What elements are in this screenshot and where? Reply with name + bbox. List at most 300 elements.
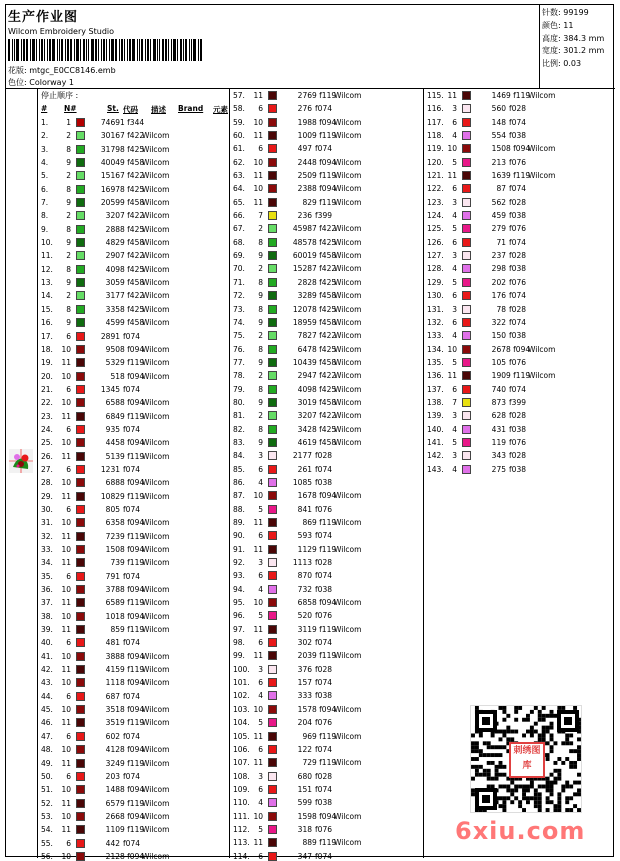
barcode-bar [124, 39, 125, 61]
qr-module [550, 800, 554, 804]
row-index: 6. [41, 184, 49, 194]
row-stitches: 111 [105, 678, 120, 688]
row-stitches: 85 [110, 625, 120, 635]
row-code: 7 f422 [312, 411, 337, 421]
row-index: 91. [233, 544, 245, 554]
table-row [38, 517, 229, 530]
row-stitches: 324 [105, 758, 120, 768]
row-stitches: 100 [297, 131, 312, 141]
qr-module [506, 714, 510, 718]
row-needle: 11 [447, 91, 457, 100]
row-index: 22. [41, 398, 53, 408]
row-code: f074 [123, 731, 140, 741]
color-swatch-icon [462, 371, 471, 380]
row-stitches: 497 [297, 144, 312, 154]
qr-module [479, 765, 483, 769]
row-stitches: 163 [491, 171, 506, 181]
qr-module [546, 730, 550, 734]
qr-module [577, 737, 581, 741]
row-code: 8 f094 [120, 398, 145, 408]
qr-module [518, 706, 522, 710]
row-brand: Wilcom [142, 545, 170, 554]
row-stitches: 732 [297, 584, 312, 594]
row-stitches: 7469 [100, 118, 120, 127]
color-swatch-icon [462, 158, 471, 167]
row-stitches: 51 [110, 371, 120, 381]
row-index: 18. [41, 344, 53, 354]
row-stitches: 870 [297, 571, 312, 581]
row-brand: Wilcom [142, 811, 170, 821]
row-code: 8 f425 [312, 277, 337, 287]
qr-module [506, 785, 510, 789]
row-code: f076 [509, 157, 526, 167]
row-stitches: 112 [297, 544, 312, 554]
row-stitches: 150 [491, 331, 506, 341]
table-row [230, 170, 423, 183]
table-row [38, 424, 229, 437]
barcode-bar [74, 39, 75, 61]
table-row [230, 811, 423, 824]
row-code: 9 f119 [312, 91, 337, 100]
row-brand: Wilcom [528, 344, 556, 354]
row-code: 7 f422 [312, 331, 337, 341]
row-brand: Wilcom [334, 624, 362, 634]
row-stitches: 442 [105, 838, 120, 848]
color-swatch-icon [76, 438, 85, 447]
qr-module [471, 745, 475, 749]
table-row [424, 223, 615, 236]
row-code: 8 f094 [120, 678, 145, 688]
row-code: 8 f094 [120, 585, 145, 595]
qr-module [471, 765, 475, 769]
table-row [424, 370, 615, 383]
color-swatch-icon [76, 385, 85, 394]
row-brand: Wilcom [142, 171, 170, 181]
row-stitches: 150 [105, 545, 120, 554]
qr-module [546, 796, 550, 800]
row-index: 106. [233, 744, 250, 754]
color-swatch-icon [76, 585, 85, 594]
row-code: f076 [509, 277, 526, 287]
qr-module [522, 792, 526, 796]
color-swatch-icon [76, 705, 85, 714]
qr-module [510, 781, 514, 785]
row-stitches: 2177 [292, 451, 312, 461]
table-row [424, 304, 615, 317]
row-index: 71. [233, 277, 245, 287]
qr-module [534, 792, 538, 796]
row-brand: Wilcom [334, 331, 362, 341]
table-row [38, 250, 229, 263]
table-row [230, 370, 423, 383]
color-swatch-icon [76, 812, 85, 821]
table-row [424, 103, 615, 116]
barcode-bar [80, 39, 81, 61]
row-needle: 6 [452, 117, 457, 127]
qr-module [534, 706, 538, 710]
row-index: 59. [233, 117, 245, 127]
row-code: 9 f458 [312, 317, 337, 327]
row-code: 7 f422 [312, 371, 337, 381]
row-stitches: 261 [297, 464, 312, 474]
table-row [38, 224, 229, 237]
row-stitches: 2059 [100, 198, 120, 208]
row-index: 92. [233, 558, 245, 568]
row-stitches: 4857 [292, 237, 312, 247]
color-swatch-icon [268, 345, 277, 354]
qr-module [487, 753, 491, 757]
barcode-bar [67, 39, 69, 61]
qr-module [514, 730, 518, 734]
row-needle: 5 [452, 277, 457, 287]
row-index: 132. [427, 317, 444, 327]
row-index: 125. [427, 224, 444, 234]
table-row [424, 290, 615, 303]
qr-module [483, 753, 487, 757]
table-row [230, 357, 423, 370]
table-row [230, 517, 423, 530]
color-swatch-icon [76, 251, 85, 260]
qr-logo-badge: 刺绣图库 [509, 742, 545, 778]
row-stitches: 322 [491, 317, 506, 327]
barcode-bar [70, 39, 72, 61]
table-row [230, 824, 423, 837]
table-row [38, 411, 229, 424]
header-needle: N# [64, 104, 77, 113]
row-stitches: 1516 [100, 171, 120, 181]
color-swatch-icon [76, 545, 85, 554]
row-index: 35. [41, 571, 53, 581]
table-row [230, 717, 423, 730]
row-code: f028 [509, 104, 526, 114]
color-swatch-icon [76, 839, 85, 848]
row-needle: 11 [61, 798, 71, 808]
row-brand: Wilcom [334, 117, 362, 127]
barcode-bar [76, 39, 79, 61]
barcode-bar [193, 39, 196, 61]
row-index: 7. [41, 198, 49, 208]
row-stitches: 101 [105, 611, 120, 621]
row-brand: Wilcom [142, 291, 170, 301]
row-stitches: 1231 [100, 464, 120, 474]
row-stitches: 562 [491, 197, 506, 207]
row-index: 137. [427, 384, 444, 394]
row-stitches: 351 [105, 718, 120, 728]
row-index: 98. [233, 638, 245, 648]
row-needle: 4 [452, 464, 457, 474]
color-swatch-icon [76, 291, 85, 300]
table-row [38, 731, 229, 744]
row-needle: 10 [61, 371, 71, 381]
row-stitches: 105 [491, 357, 506, 367]
qr-module [538, 785, 542, 789]
row-brand: Wilcom [334, 598, 362, 608]
row-stitches: 110 [105, 825, 120, 835]
qr-module [499, 753, 503, 757]
qr-module [510, 792, 514, 796]
row-index: 69. [233, 251, 245, 261]
row-stitches: 658 [105, 598, 120, 608]
qr-module [569, 733, 573, 737]
color-swatch-icon [76, 198, 85, 207]
row-stitches: 635 [105, 518, 120, 528]
row-brand: Wilcom [334, 171, 362, 181]
row-index: 31. [41, 518, 53, 528]
row-needle: 10 [61, 678, 71, 688]
row-needle: 3 [258, 558, 263, 568]
row-brand: Wilcom [142, 344, 170, 354]
qr-module [506, 726, 510, 730]
row-index: 60. [233, 131, 245, 141]
row-needle: 2 [258, 224, 263, 234]
qr-module [502, 765, 506, 769]
qr-module [530, 781, 534, 785]
row-brand: Wilcom [528, 91, 556, 100]
row-needle: 9 [258, 397, 263, 407]
row-index: 73. [233, 304, 245, 314]
qr-module [526, 714, 530, 718]
row-stitches: 190 [491, 371, 506, 381]
table-row [230, 277, 423, 290]
row-stitches: 6001 [292, 251, 312, 261]
qr-module [565, 796, 569, 800]
row-code: f076 [315, 611, 332, 621]
row-stitches: 593 [297, 531, 312, 541]
row-needle: 10 [253, 811, 263, 821]
row-needle: 2 [258, 264, 263, 274]
qr-module [495, 765, 499, 769]
row-stitches: 1082 [100, 491, 120, 501]
color-swatch-icon [76, 171, 85, 180]
barcode-bar [180, 39, 182, 61]
table-row [230, 304, 423, 317]
color-swatch-icon [268, 718, 277, 727]
row-index: 122. [427, 184, 444, 194]
row-brand: Wilcom [142, 651, 170, 661]
qr-module [475, 773, 479, 777]
row-stitches: 305 [105, 278, 120, 288]
table-row [38, 357, 229, 370]
row-needle: 6 [258, 571, 263, 581]
row-index: 33. [41, 545, 53, 554]
row-index: 36. [41, 585, 53, 595]
qr-module [495, 769, 499, 773]
color-swatch-icon [76, 265, 85, 274]
row-needle: 11 [61, 411, 71, 421]
qr-module [534, 800, 538, 804]
row-code: 7 f422 [120, 211, 145, 221]
row-code: f074 [315, 531, 332, 541]
row-stitches: 320 [105, 211, 120, 221]
row-code: 9 f119 [312, 518, 337, 527]
row-code: 8 f094 [312, 184, 337, 194]
barcode-bar [95, 39, 97, 61]
color-swatch-icon [268, 772, 277, 781]
qr-module [487, 769, 491, 773]
row-code: 9 f119 [312, 131, 337, 141]
row-index: 140. [427, 424, 444, 434]
header-stitches: St. [107, 104, 119, 113]
row-code: f028 [315, 771, 332, 781]
row-index: 72. [233, 291, 245, 301]
table-row [230, 797, 423, 810]
row-stitches: 151 [297, 784, 312, 794]
row-code: f074 [123, 331, 140, 341]
row-stitches: 328 [297, 291, 312, 301]
row-needle: 10 [253, 184, 263, 194]
row-needle: 5 [452, 437, 457, 447]
row-needle: 6 [66, 731, 71, 741]
table-row [38, 491, 229, 504]
table-row [230, 784, 423, 797]
page-title: 生产作业图 [8, 10, 79, 25]
color-swatch-icon [268, 118, 277, 127]
row-code: f076 [315, 718, 332, 728]
color-swatch-icon [268, 438, 277, 447]
row-index: 25. [41, 438, 53, 448]
row-stitches: 554 [491, 131, 506, 141]
color-swatch-icon [76, 118, 85, 127]
table-row [230, 664, 423, 677]
row-needle: 11 [61, 531, 71, 541]
color-swatch-icon [268, 531, 277, 540]
row-code: f076 [509, 357, 526, 367]
qr-module [538, 796, 542, 800]
color-swatch-icon [76, 799, 85, 808]
row-needle: 11 [253, 171, 263, 181]
row-brand: Wilcom [142, 198, 170, 208]
table-row [230, 344, 423, 357]
row-index: 100. [233, 664, 250, 674]
row-needle: 11 [253, 731, 263, 741]
row-code: f028 [509, 251, 526, 261]
row-needle: 6 [452, 184, 457, 194]
row-code: 9 f458 [312, 291, 337, 301]
row-stitches: 148 [105, 785, 120, 795]
qr-module [546, 757, 550, 761]
table-row [38, 184, 229, 197]
table-row [230, 677, 423, 690]
row-code: 9 f119 [120, 531, 145, 541]
row-code: 9 f458 [312, 357, 337, 367]
table-row [38, 637, 229, 650]
table-row [38, 304, 229, 317]
qr-module [487, 773, 491, 777]
row-code: 8 f094 [312, 598, 337, 608]
row-code: 8 f425 [120, 304, 145, 314]
qr-module [569, 741, 573, 745]
row-brand: Wilcom [334, 131, 362, 141]
row-index: 126. [427, 237, 444, 247]
row-index: 82. [233, 424, 245, 434]
row-stitches: 841 [297, 504, 312, 514]
qr-module [553, 804, 557, 808]
color-swatch-icon [76, 518, 85, 527]
table-row [230, 424, 423, 437]
row-code: 9 f458 [120, 238, 145, 248]
color-swatch-icon [268, 238, 277, 247]
qr-module [546, 753, 550, 757]
row-code: 8 f094 [312, 157, 337, 167]
row-index: 52. [41, 798, 53, 808]
rows-2 [230, 90, 423, 861]
qr-module [499, 804, 503, 808]
row-code: 9 f119 [120, 451, 145, 461]
row-code: 8 f094 [120, 651, 145, 661]
barcode-bar [159, 39, 160, 61]
row-code: f028 [509, 411, 526, 421]
qr-module [577, 788, 581, 792]
row-code: 8 f094 [120, 438, 145, 448]
barcode-bar [162, 39, 164, 61]
row-needle: 10 [61, 518, 71, 528]
qr-module [471, 741, 475, 745]
barcode-bar [8, 39, 10, 61]
row-needle: 4 [258, 477, 263, 487]
row-code: f028 [509, 304, 526, 314]
row-code: f074 [123, 464, 140, 474]
row-index: 124. [427, 211, 444, 221]
table-row [424, 170, 615, 183]
row-needle: 11 [253, 838, 263, 848]
color-swatch-icon [268, 491, 277, 500]
row-needle: 9 [258, 251, 263, 261]
row-brand: Wilcom [142, 318, 170, 328]
color-swatch-icon [268, 184, 277, 193]
barcode-bar [103, 39, 105, 61]
row-index: 1. [41, 118, 49, 127]
file-label: 花版: [8, 66, 27, 75]
row-stitches: 237 [491, 251, 506, 261]
barcode-bar [191, 39, 192, 61]
row-needle: 10 [253, 704, 263, 714]
row-brand: Wilcom [334, 184, 362, 194]
qr-module [483, 741, 487, 745]
row-stitches: 82 [302, 197, 312, 207]
qr-module [557, 777, 561, 781]
row-code: f074 [123, 638, 140, 648]
row-code: f074 [315, 104, 332, 114]
table-row [38, 557, 229, 570]
barcode-bar [132, 39, 135, 61]
row-code: 7 f422 [120, 171, 145, 181]
colorway-label: 色位: [8, 78, 27, 87]
row-code: 9 f119 [120, 491, 145, 501]
row-brand: Wilcom [142, 851, 170, 861]
qr-module [518, 800, 522, 804]
row-code: 7 f422 [312, 264, 337, 274]
row-brand: Wilcom [142, 451, 170, 461]
row-stitches: 320 [297, 411, 312, 421]
qr-module [506, 788, 510, 792]
row-stitches: 409 [297, 384, 312, 394]
table-row [230, 183, 423, 196]
row-stitches: 202 [491, 277, 506, 287]
color-swatch-icon [268, 758, 277, 767]
qr-module [569, 761, 573, 765]
color-swatch-icon [268, 745, 277, 754]
row-code: 9 f119 [120, 358, 145, 368]
color-swatch-icon [76, 318, 85, 327]
row-needle: 9 [66, 158, 71, 168]
row-stitches: 78 [496, 304, 506, 314]
row-needle: 10 [61, 785, 71, 795]
row-needle: 4 [452, 131, 457, 141]
row-index: 111. [233, 811, 250, 821]
color-swatch-icon [76, 532, 85, 541]
row-index: 129. [427, 277, 444, 287]
color-swatch-icon [76, 612, 85, 621]
